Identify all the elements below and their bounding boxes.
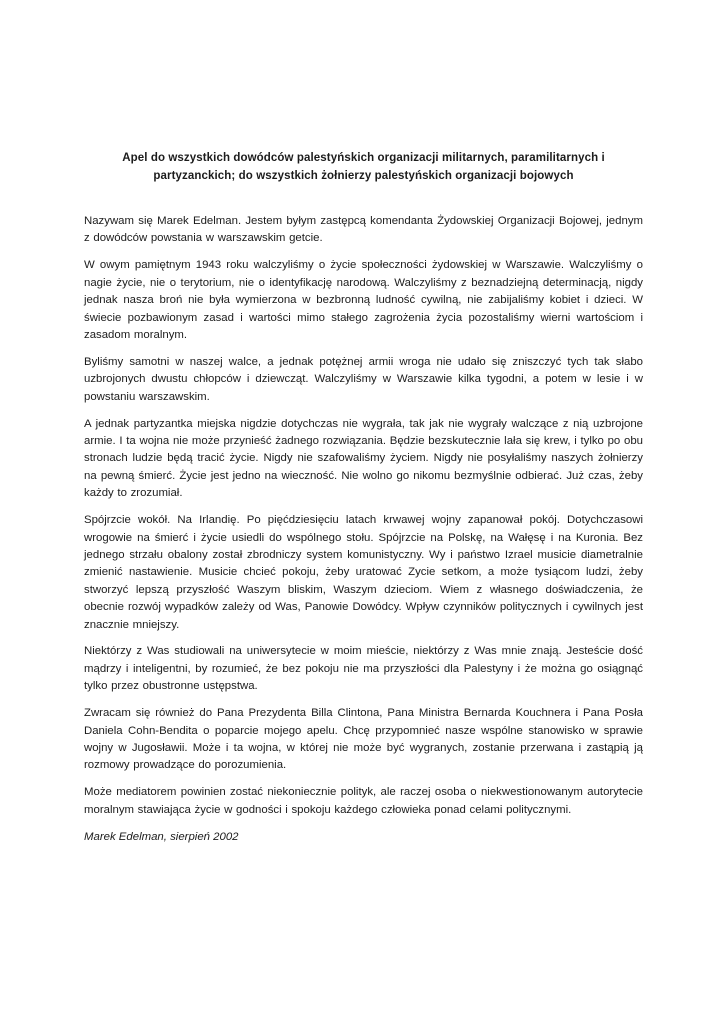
paragraph-urban-guerrilla: A jednak partyzantka miejska nigdzie dotychczas nie wygrała, tak jak nie wygrały walczące z nią uzbrojone armie. I ta wojna nie może przynieść żadnego rozwiązania. Będzie bezskutecznie lała się krew, i tylko po obu stronach ludzie będą tracić życie. Nigdy nie szafowaliśmy życiem. Nigdy nie posyłaliśmy naszych żołnierzy na pewną śmierć. Życie jest jedno na wieczność. Nie wolno go nikomu bezmyślnie odbierać. Już czas, żeby każdy to zrozumiał. bbox=[84, 417, 643, 500]
document-title: Apel do wszystkich dowódców palestyńskich organizacji militarnych, paramilitarnych i partyzanckich; do wszystkich żołnierzy palestyńskich organizacji bojowych bbox=[122, 152, 605, 182]
signature: Marek Edelman, sierpień 2002 bbox=[84, 830, 239, 843]
paragraph-1943: W owym pamiętnym 1943 roku walczyliśmy o życie społeczności żydowskiej w Warszawie. Walczyliśmy o nagie życie, nie o terytorium, nie o identyfikację narodową. Walczyliśmy z beznadziejną determinacją, nigdy jednak nasza broń nie była wymierzona w bezbronną ludność cywilną, nie zabijaliśmy kobiet i dzieci. W świecie pozbawionym zasad i wartości mimo stałego zagrożenia życia pozostaliśmy wierni wartościom i zasadom moralnym. bbox=[84, 259, 643, 341]
paragraph-alone-in-fight: Byliśmy samotni w naszej walce, a jednak potężnej armii wroga nie udało się zniszczyć tych tak słabo uzbrojonych dwustu chłopców i dziewcząt. Walczyliśmy w Warszawie kilka tygodni, a potem w lesie i w powstaniu warszawskim. bbox=[84, 355, 643, 403]
paragraph-intro: Nazywam się Marek Edelman. Jestem byłym zastępcą komendanta Żydowskiej Organizacji Bojowej, jednym z dowódców powstania w warszawskim getcie. bbox=[84, 215, 643, 245]
paragraph-mediator: Może mediatorem powinien zostać niekoniecznie polityk, ale raczej osoba o niekwestionowanym autorytecie moralnym stawiająca życie w godności i spokoju każdego człowieka ponad celami politycznymi. bbox=[84, 786, 643, 816]
paragraph-some-of-you: Niektórzy z Was studiowali na uniwersytecie w moim mieście, niektórzy z Was mnie znają. Jesteście dość mądrzy i inteligentni, by rozumieć, że bez pokoju nie ma przyszłości dla Palestyny i że można go osiągnąć tylko przez obustronne ustępstwa. bbox=[84, 645, 643, 693]
paragraph-appeal-to-leaders: Zwracam się również do Pana Prezydenta Billa Clintona, Pana Ministra Bernarda Kouchnera i Pana Posła Daniela Cohn-Bendita o poparcie mojego apelu. Chcę przypomnieć nasze wspólne stanowisko w sprawie wojny w Jugosławii. Może i ta wojna, w której nie może być wygranych, zostanie przerwana i zastąpią ją rozmowy prowadzące do porozumienia. bbox=[84, 707, 643, 772]
paragraph-look-around: Spójrzcie wokół. Na Irlandię. Po pięćdziesięciu latach krwawej wojny zapanował pokój. Dotychczasowi wrogowie na śmierć i życie usiedli do wspólnego stołu. Spójrzcie na Polskę, na Wałęsę i na Kuronia. Bez jednego strzału obalony został zbrodniczy system komunistyczny. Wy i państwo Izrael musicie diametralnie zmienić nastawienie. Musicie chcieć pokoju, żeby uratować Zycie setkom, a może tysiącom ludzi, żeby stworzyć lepszą przyszłość Waszym bliskim, Waszym dzieciom. Wiem z własnego doświadczenia, że obecnie rozwój wypadków zależy od Was, Panowie Dowódcy. Wpływ czynników politycznych i cywilnych jest znacznie mniejszy. bbox=[84, 514, 643, 631]
